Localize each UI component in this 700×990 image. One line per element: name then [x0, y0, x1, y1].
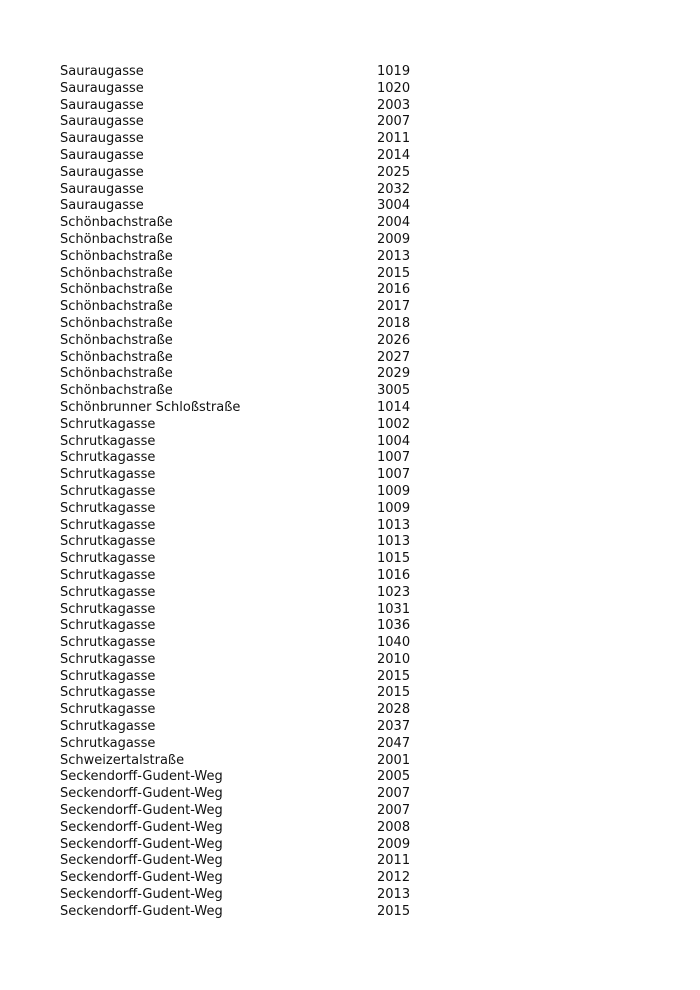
street-number: 2007 [377, 114, 411, 130]
list-item [60, 904, 480, 921]
street-name: Seckendorff-Gudent-Weg [60, 769, 223, 785]
street-name: Schönbachstraße [60, 248, 173, 264]
street-name: Sauraugasse [60, 147, 144, 163]
street-name: Schönbachstraße [60, 383, 173, 399]
list-item [60, 131, 480, 148]
street-name: Schrutkagasse [60, 450, 156, 466]
list-item [60, 870, 480, 887]
street-name: Seckendorff-Gudent-Weg [60, 836, 223, 852]
list-item [60, 366, 480, 383]
street-name: Schrutkagasse [60, 719, 156, 735]
street-name: Schönbachstraße [60, 315, 173, 331]
list-item [60, 786, 480, 803]
street-number: 2003 [377, 97, 411, 113]
street-number: 2011 [377, 853, 411, 869]
street-number: 2013 [377, 887, 411, 903]
street-number: 2016 [377, 282, 411, 298]
street-name: Seckendorff-Gudent-Weg [60, 870, 223, 886]
street-name: Schrutkagasse [60, 584, 156, 600]
street-name: Schönbachstraße [60, 265, 173, 281]
street-number: 1015 [377, 551, 411, 567]
street-number: 2027 [377, 349, 411, 365]
street-number: 1004 [377, 433, 411, 449]
street-number: 2009 [377, 231, 411, 247]
street-name: Sauraugasse [60, 64, 144, 79]
street-number: 1019 [377, 64, 411, 79]
list-item [60, 417, 480, 434]
street-name: Sauraugasse [60, 198, 144, 214]
street-name: Seckendorff-Gudent-Weg [60, 803, 223, 819]
list-item [60, 198, 480, 215]
street-name: Schönbachstraße [60, 299, 173, 315]
street-name: Seckendorff-Gudent-Weg [60, 887, 223, 903]
street-name: Schrutkagasse [60, 534, 156, 550]
street-name: Schrutkagasse [60, 651, 156, 667]
street-name: Schrutkagasse [60, 551, 156, 567]
street-number: 2028 [377, 702, 411, 718]
street-name: Sauraugasse [60, 164, 144, 180]
list-item [60, 853, 480, 870]
list-item [60, 434, 480, 451]
street-number: 2015 [377, 265, 411, 281]
list-item [60, 400, 480, 417]
list-item [60, 518, 480, 535]
street-name: Schrutkagasse [60, 601, 156, 617]
street-name: Schönbachstraße [60, 282, 173, 298]
list-item [60, 551, 480, 568]
street-name: Seckendorff-Gudent-Weg [60, 786, 223, 802]
list-item [60, 837, 480, 854]
street-number: 2015 [377, 668, 411, 684]
street-name: Schönbachstraße [60, 349, 173, 365]
list-item [60, 702, 480, 719]
list-item [60, 736, 480, 753]
street-number: 1007 [377, 450, 411, 466]
street-number: 2010 [377, 651, 411, 667]
street-number: 2026 [377, 332, 411, 348]
street-number: 2012 [377, 870, 411, 886]
list-item [60, 602, 480, 619]
street-number: 2001 [377, 752, 411, 768]
list-item [60, 568, 480, 585]
street-name: Seckendorff-Gudent-Weg [60, 903, 223, 919]
list-item [60, 232, 480, 249]
street-name: Schrutkagasse [60, 433, 156, 449]
street-number: 2014 [377, 147, 411, 163]
list-item [60, 618, 480, 635]
street-name: Schrutkagasse [60, 416, 156, 432]
list-item [60, 165, 480, 182]
list-item [60, 383, 480, 400]
list-item [60, 148, 480, 165]
street-number: 1040 [377, 635, 411, 651]
street-number: 1007 [377, 467, 411, 483]
list-item [60, 635, 480, 652]
street-name: Sauraugasse [60, 97, 144, 113]
street-number: 1013 [377, 534, 411, 550]
street-number: 1009 [377, 483, 411, 499]
street-name: Sauraugasse [60, 114, 144, 130]
list-item [60, 249, 480, 266]
street-number: 1036 [377, 618, 411, 634]
list-item [60, 534, 480, 551]
street-number: 3005 [377, 383, 411, 399]
street-number: 1013 [377, 517, 411, 533]
street-name: Schrutkagasse [60, 500, 156, 516]
street-name: Schönbrunner Schloßstraße [60, 399, 241, 415]
street-name: Sauraugasse [60, 80, 144, 96]
street-name: Schrutkagasse [60, 735, 156, 751]
street-name: Schrutkagasse [60, 635, 156, 651]
street-number: 2007 [377, 803, 411, 819]
list-item [60, 182, 480, 199]
list-item [60, 769, 480, 786]
street-name: Schrutkagasse [60, 618, 156, 634]
street-number: 2008 [377, 819, 411, 835]
list-item [60, 685, 480, 702]
street-number: 2029 [377, 366, 411, 382]
street-number: 2047 [377, 735, 411, 751]
street-number: 2013 [377, 248, 411, 264]
street-number: 1020 [377, 80, 411, 96]
street-number: 1023 [377, 584, 411, 600]
list-item [60, 719, 480, 736]
list-item [60, 333, 480, 350]
street-number: 2015 [377, 685, 411, 701]
list-item [60, 467, 480, 484]
list-item [60, 282, 480, 299]
street-number: 2032 [377, 181, 411, 197]
street-name: Schrutkagasse [60, 517, 156, 533]
street-number: 1014 [377, 399, 411, 415]
list-item [60, 585, 480, 602]
street-name: Schrutkagasse [60, 702, 156, 718]
list-item [60, 652, 480, 669]
street-number: 1016 [377, 567, 411, 583]
street-number: 2025 [377, 164, 411, 180]
street-name: Schönbachstraße [60, 215, 173, 231]
list-item [60, 316, 480, 333]
street-name: Schweizertalstraße [60, 752, 185, 768]
street-name: Schrutkagasse [60, 483, 156, 499]
list-item [60, 501, 480, 518]
street-name: Schönbachstraße [60, 366, 173, 382]
street-name: Schönbachstraße [60, 332, 173, 348]
list-item [60, 753, 480, 770]
street-number: 3004 [377, 198, 411, 214]
street-number: 2017 [377, 299, 411, 315]
street-name: Schönbachstraße [60, 231, 173, 247]
street-number: 2009 [377, 836, 411, 852]
street-number: 2015 [377, 903, 411, 919]
list-item [60, 820, 480, 837]
list-item [60, 98, 480, 115]
list-item [60, 64, 480, 81]
street-number: 2037 [377, 719, 411, 735]
address-list [60, 64, 480, 921]
list-item [60, 215, 480, 232]
street-name: Sauraugasse [60, 181, 144, 197]
street-number: 1002 [377, 416, 411, 432]
street-number: 1031 [377, 601, 411, 617]
street-name: Sauraugasse [60, 131, 144, 147]
list-item [60, 299, 480, 316]
street-number: 2004 [377, 215, 411, 231]
list-item [60, 484, 480, 501]
list-item [60, 350, 480, 367]
list-item [60, 266, 480, 283]
street-number: 2005 [377, 769, 411, 785]
street-name: Schrutkagasse [60, 668, 156, 684]
street-number: 2007 [377, 786, 411, 802]
street-number: 2011 [377, 131, 411, 147]
street-name: Seckendorff-Gudent-Weg [60, 819, 223, 835]
list-item [60, 450, 480, 467]
street-name: Schrutkagasse [60, 685, 156, 701]
street-number: 2018 [377, 315, 411, 331]
list-item [60, 803, 480, 820]
list-item [60, 81, 480, 98]
list-item [60, 114, 480, 131]
street-name: Seckendorff-Gudent-Weg [60, 853, 223, 869]
street-number: 1009 [377, 500, 411, 516]
list-item [60, 887, 480, 904]
list-item [60, 669, 480, 686]
street-name: Schrutkagasse [60, 567, 156, 583]
street-name: Schrutkagasse [60, 467, 156, 483]
